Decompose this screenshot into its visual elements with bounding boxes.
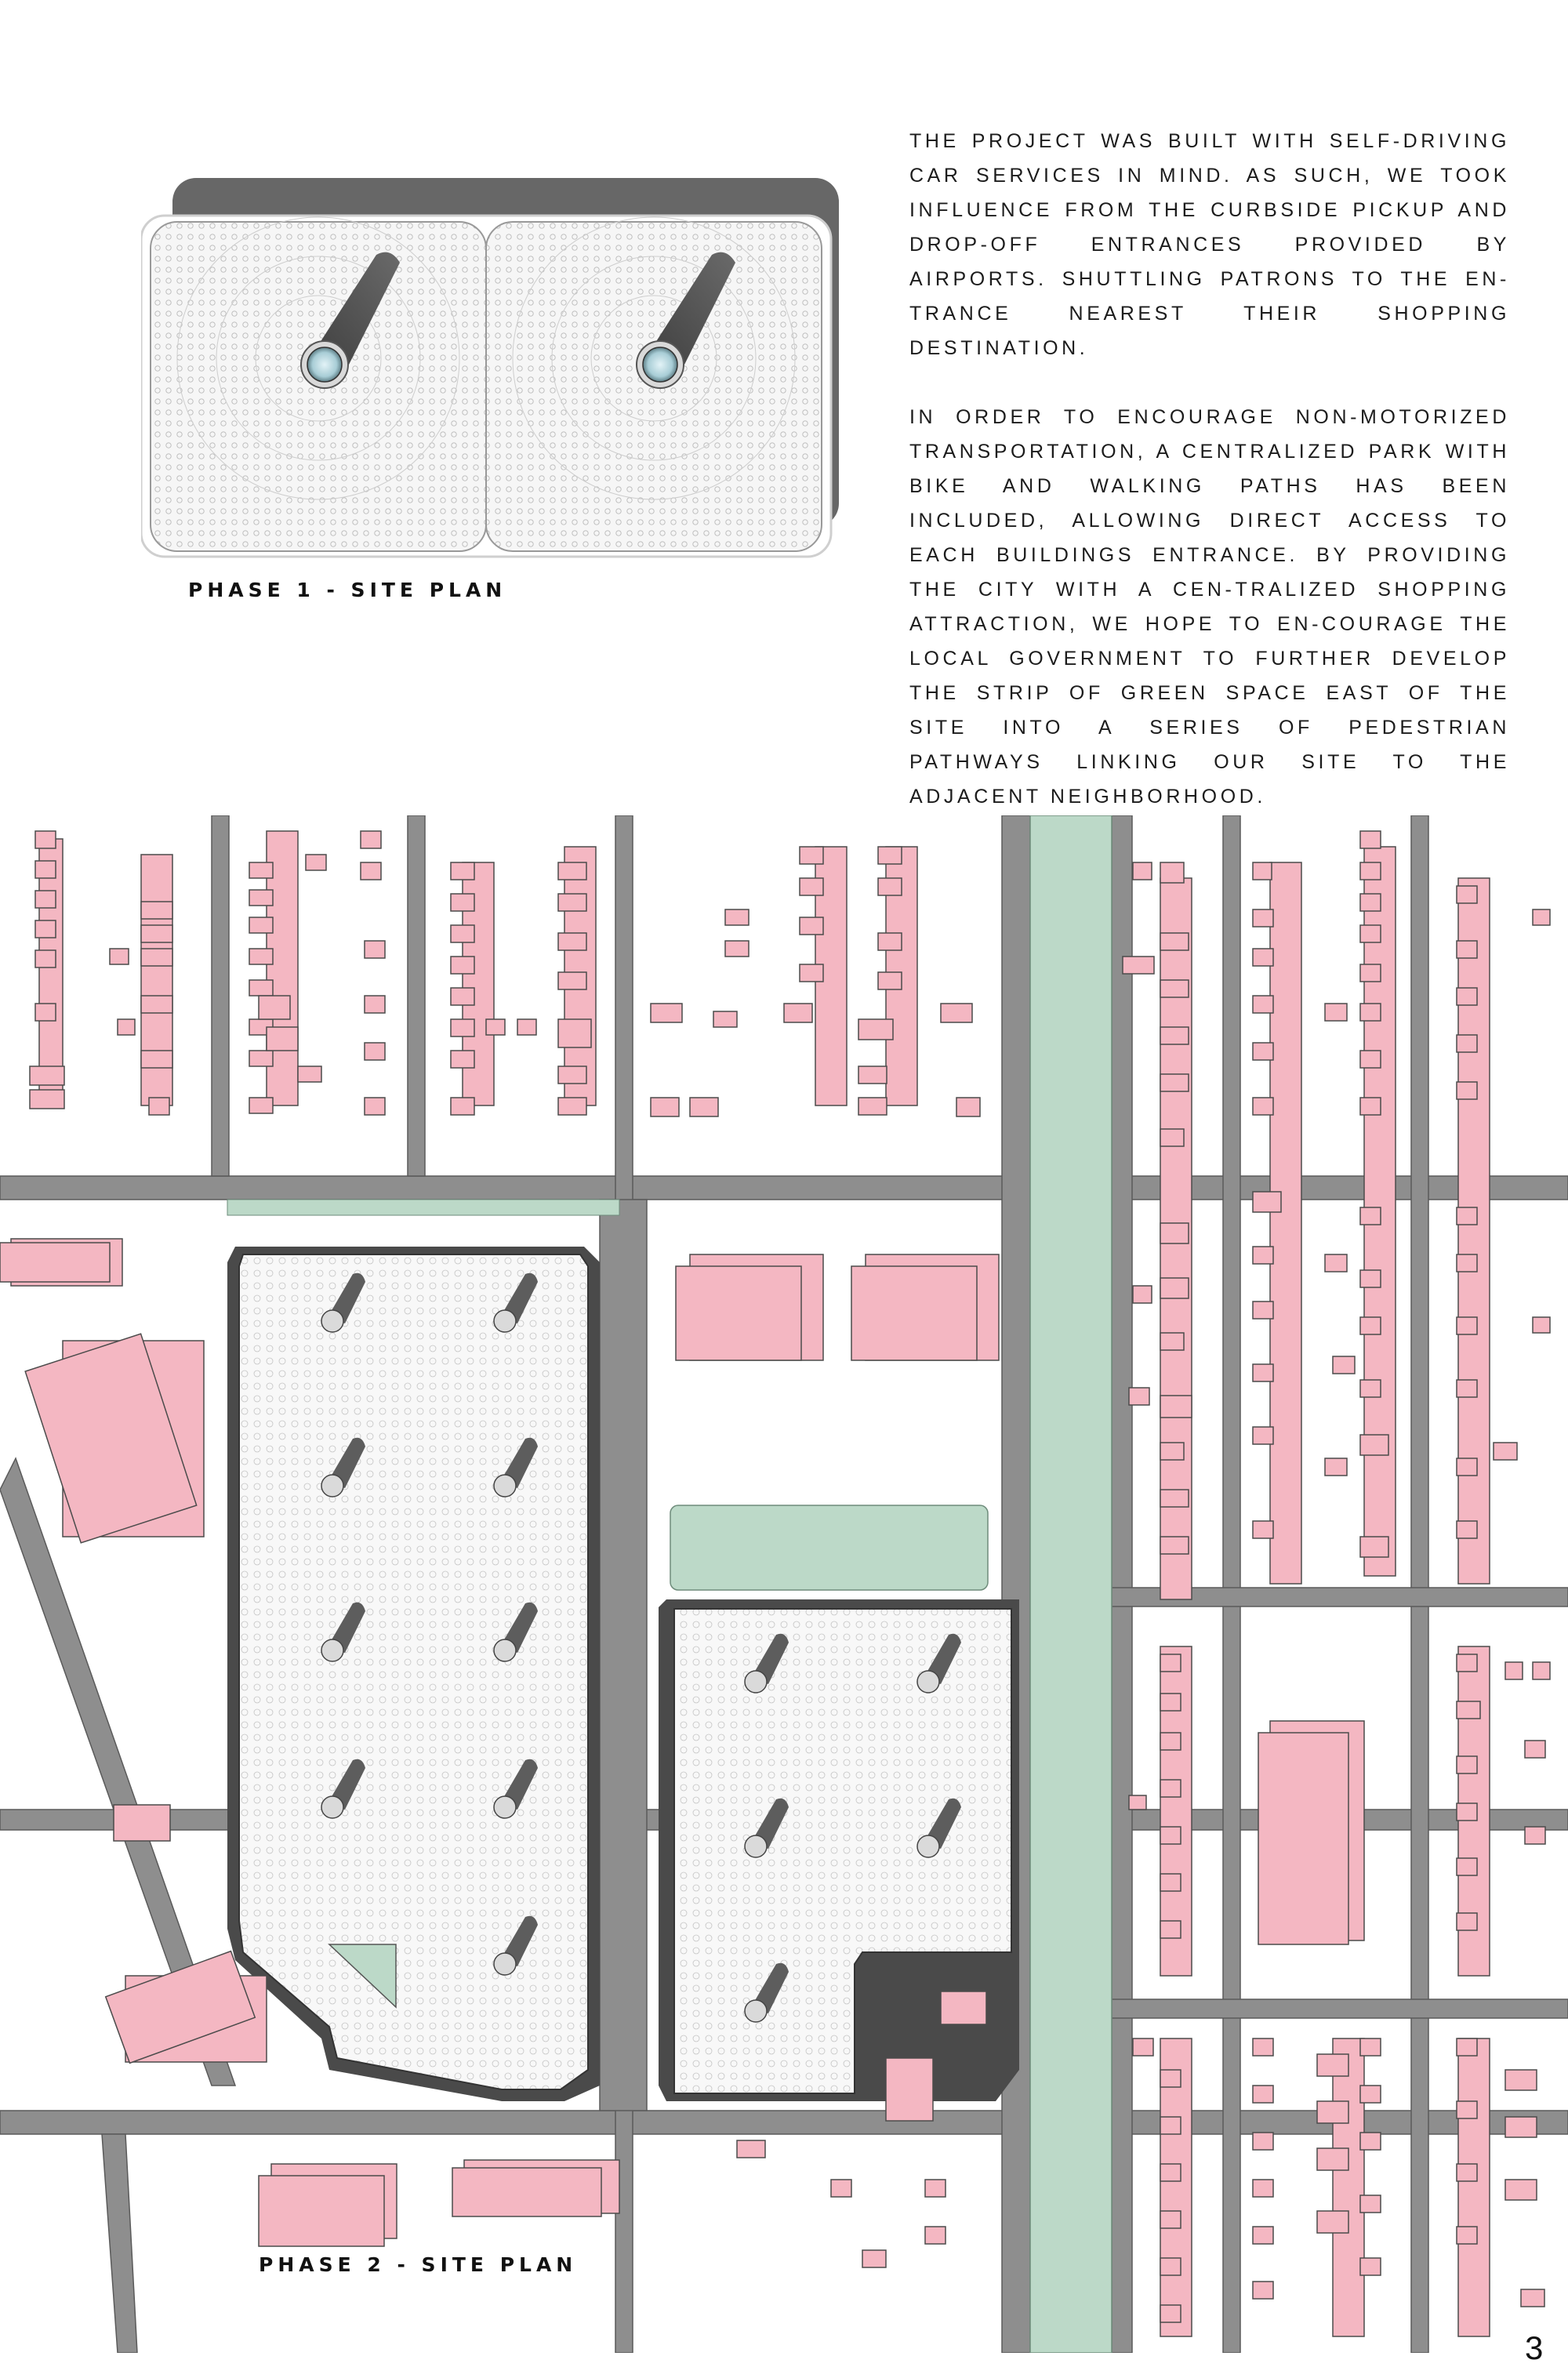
description-paragraph-2: IN ORDER TO ENCOURAGE NON-MOTORIZED TRANSPORTATION, A CENTRALIZED PARK WITH BIKE AND WALKING PATHS HAS BEEN INCLUDED, ALLOWING DIRECT ACCESS TO EACH BUILDINGS ENTRANCE. BY PROVIDING THE CITY WITH A CEN-TRALIZED SHOPPING ATTRACTION, WE HOPE TO EN-COURAGE THE LOCAL GOVERNMENT TO FURTHER DEVELOP THE STRIP OF GREEN SPACE EAST OF THE SITE INTO A SERIES OF PEDESTRIAN PATHWAYS LINKING OUR SITE TO THE ADJACENT NEIGHBORHOOD. (909, 406, 1510, 808)
phase2-caption: PHASE 2 - SITE PLAN (259, 2253, 578, 2276)
phase1-site-plan-render (141, 176, 847, 561)
project-description (909, 124, 1510, 814)
building (452, 2168, 601, 2216)
building (114, 1805, 170, 1841)
phase1-caption: PHASE 1 - SITE PLAN (188, 579, 507, 601)
phase2-site-plan-map (0, 815, 1568, 2353)
page-number: 3 (1525, 2329, 1544, 2366)
description-paragraph-1: THE PROJECT WAS BUILT WITH SELF-DRIVING CAR SERVICES IN MIND. AS SUCH, WE TOOK INFLUENCE FROM THE CURBSIDE PICKUP AND DROP-OFF ENTRANCES PROVIDED BY AIRPORTS. SHUTTLING PATRONS TO THE EN-TRANCE NEAREST THEIR SHOPPING DESTINATION. (909, 130, 1510, 359)
building (1258, 1733, 1348, 1944)
building (259, 2176, 384, 2246)
building (941, 1991, 986, 2024)
building (676, 1266, 801, 1360)
building (0, 1243, 110, 1282)
building (886, 2058, 933, 2121)
building (851, 1266, 977, 1360)
